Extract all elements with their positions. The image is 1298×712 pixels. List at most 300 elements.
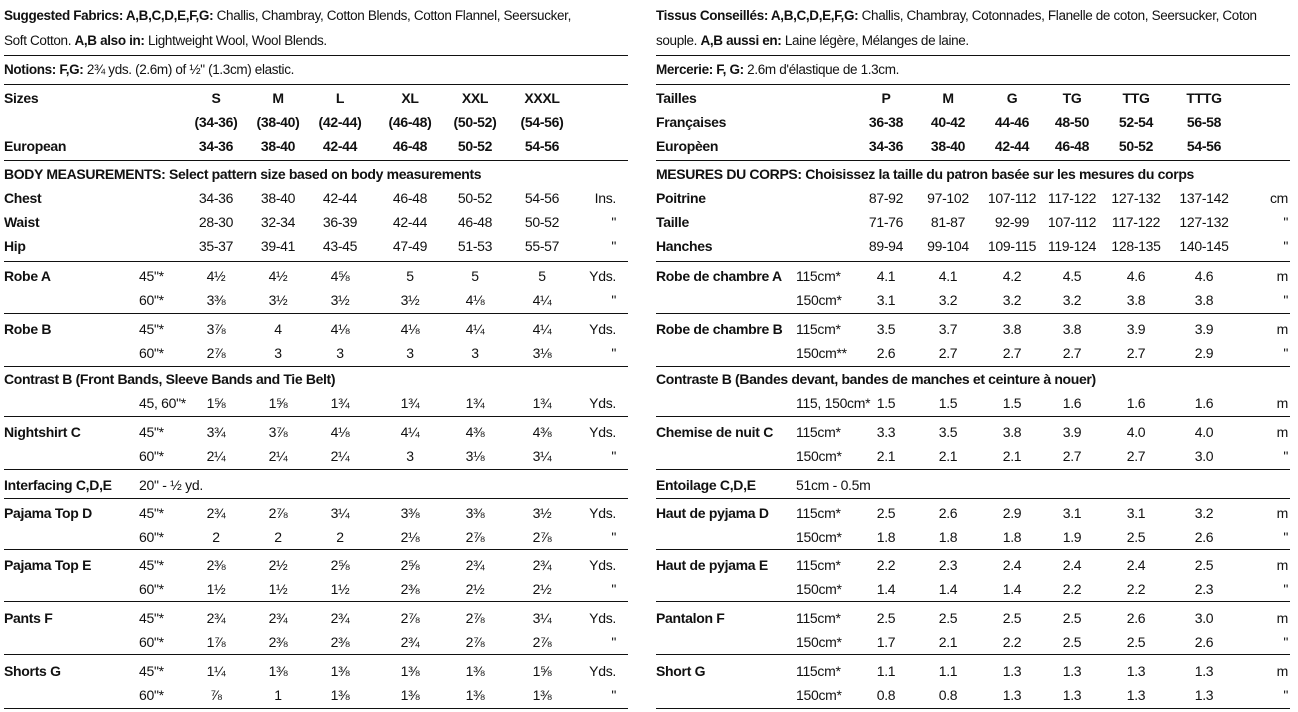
value-cell: 1 [274, 687, 282, 703]
contrast-row [656, 391, 1290, 415]
value-cell: 3½ [400, 292, 420, 308]
value-cell: 1.8 [1002, 529, 1022, 545]
value-cell: 2⅜ [268, 634, 288, 650]
value-cell: 1½ [268, 581, 288, 597]
value-cell: 2.5 [1062, 634, 1082, 650]
value-cell: 2⅞ [268, 505, 288, 521]
unit: m [1276, 663, 1288, 679]
value-cell: 1.4 [938, 581, 958, 597]
value-cell: 47-49 [392, 238, 428, 254]
value-cell: 109-115 [987, 238, 1037, 254]
row-label: Haut de pyjama E [656, 557, 768, 573]
rule-line [4, 160, 628, 161]
value-cell: 1½ [330, 581, 350, 597]
pajama-top-e-row [4, 577, 628, 601]
pajama-top-e-row [4, 553, 628, 577]
value-cell: 3.8 [1002, 424, 1022, 440]
value-cell: 36-38 [868, 114, 904, 130]
also-in-label: A,B also in: [74, 33, 145, 48]
fabric-width: 45"* [139, 557, 164, 573]
value-cell: 87-92 [868, 190, 904, 206]
value-cell: 1.4 [876, 581, 896, 597]
value-cell: 2.5 [938, 610, 958, 626]
value-cell: 2¾ [330, 610, 350, 626]
unit: " [611, 292, 616, 308]
value-cell: 2¾ [400, 634, 420, 650]
value-cell: 46-48 [392, 190, 428, 206]
value-cell: 4¼ [400, 424, 420, 440]
row-label: Shorts G [4, 663, 61, 679]
value-cell: 43-45 [322, 238, 358, 254]
rule-line [4, 84, 628, 85]
value-cell: 4.0 [1126, 424, 1146, 440]
value-cell: (46-48) [388, 114, 432, 130]
pajama-top-d-row [656, 525, 1290, 549]
notions-text: 2.6m d'élastique de 1.3cm. [743, 62, 900, 77]
interfacing-amount: 20" - ½ yd. [139, 477, 203, 493]
value-cell: 2.7 [1002, 345, 1022, 361]
fabric-width: 150cm* [796, 687, 842, 703]
fabric-width: 60"* [139, 687, 164, 703]
rule-line [656, 416, 1290, 417]
value-cell: 4 [274, 321, 282, 337]
row-label: Robe de chambre B [656, 321, 783, 337]
value-cell: 2.5 [1194, 557, 1214, 573]
unit: m [1276, 557, 1288, 573]
value-cell: 1½ [206, 581, 226, 597]
robe-a-row [656, 264, 1290, 288]
value-cell: 5 [538, 268, 546, 284]
interfacing-amount: 51cm - 0.5m [796, 477, 871, 493]
suggested-fabrics-text-2: Soft Cotton. [4, 33, 75, 48]
value-cell: 2.6 [1194, 634, 1214, 650]
value-cell: 2¾ [532, 557, 552, 573]
body-row [4, 186, 628, 210]
value-cell: 2.2 [1062, 581, 1082, 597]
unit: " [1283, 345, 1288, 361]
value-cell: S [211, 90, 221, 106]
value-cell: 3½ [268, 292, 288, 308]
value-cell: (38-40) [256, 114, 300, 130]
rule-line [656, 549, 1290, 550]
value-cell: 1.5 [938, 395, 958, 411]
value-cell: G [1006, 90, 1018, 106]
value-cell: 107-112 [987, 190, 1037, 206]
value-cell: 2.2 [1126, 581, 1146, 597]
value-cell: 128-135 [1111, 238, 1161, 254]
value-cell: 1.5 [876, 395, 896, 411]
value-cell: 2.2 [876, 557, 896, 573]
row-label: Chemise de nuit C [656, 424, 774, 440]
value-cell: 4¼ [532, 321, 552, 337]
rule-line [656, 261, 1290, 262]
value-cell: 4⅜ [465, 424, 485, 440]
value-cell: 3.2 [1062, 292, 1082, 308]
value-cell: 2⅜ [400, 581, 420, 597]
row-label: Pajama Top E [4, 557, 92, 573]
fabric-width: 45"* [139, 268, 164, 284]
value-cell: 2¼ [268, 448, 288, 464]
body-row [4, 210, 628, 234]
value-cell: 3.8 [1062, 321, 1082, 337]
value-cell: 2⅞ [400, 610, 420, 626]
value-cell: 1⅝ [268, 395, 288, 411]
value-cell: 3 [406, 448, 414, 464]
value-cell: 1.9 [1062, 529, 1082, 545]
value-cell: 3.1 [1062, 505, 1082, 521]
robe-b-row [656, 341, 1290, 365]
value-cell: 1.3 [1002, 687, 1022, 703]
fabric-width: 45"* [139, 321, 164, 337]
rule-line [4, 498, 628, 499]
fabric-width: 150cm* [796, 292, 842, 308]
value-cell: 2⅝ [400, 557, 420, 573]
value-cell: XL [401, 90, 419, 106]
value-cell: 52-54 [1118, 114, 1154, 130]
value-cell: 5 [406, 268, 414, 284]
fabric-width: 45"* [139, 424, 164, 440]
value-cell: 2.6 [1126, 610, 1146, 626]
value-cell: TTG [1122, 90, 1150, 106]
value-cell: 1.3 [1194, 663, 1214, 679]
pajama-top-d-row [4, 525, 628, 549]
fabric-width: 60"* [139, 292, 164, 308]
fabric-width: 150cm* [796, 581, 842, 597]
value-cell: 1¾ [532, 395, 552, 411]
value-cell: 2.5 [1126, 529, 1146, 545]
value-cell: ⅞ [210, 687, 222, 703]
value-cell: 71-76 [868, 214, 904, 230]
suggested-fabrics-label: Suggested Fabrics: A,B,C,D,E,F,G: [4, 8, 214, 23]
value-cell: 2.5 [1062, 610, 1082, 626]
value-cell: 0.8 [876, 687, 896, 703]
row-label: Taille [656, 214, 689, 230]
rule-line [656, 160, 1290, 161]
unit: " [611, 214, 616, 230]
value-cell: 1.6 [1126, 395, 1146, 411]
value-cell: 97-102 [927, 190, 969, 206]
value-cell: 2.7 [1126, 448, 1146, 464]
sizes-row [656, 86, 1290, 110]
rule-line [4, 313, 628, 314]
value-cell: 42-44 [994, 138, 1030, 154]
suggested-fabrics-line-2 [4, 29, 628, 53]
value-cell: 92-99 [994, 214, 1030, 230]
value-cell: 2.2 [1002, 634, 1022, 650]
fabric-width: 60"* [139, 345, 164, 361]
suggested-fabrics [656, 4, 1290, 28]
value-cell: 3.3 [876, 424, 896, 440]
value-cell: 3.2 [1002, 292, 1022, 308]
value-cell: 4½ [268, 268, 288, 284]
unit: " [1283, 214, 1288, 230]
value-cell: 117-122 [1047, 190, 1097, 206]
rule-line [4, 416, 628, 417]
value-cell: 1¾ [465, 395, 485, 411]
shorts-g-row [4, 683, 628, 707]
value-cell: 3⅜ [465, 505, 485, 521]
value-cell: 4¼ [465, 321, 485, 337]
value-cell: 1.3 [1126, 663, 1146, 679]
fabric-width: 115, 150cm* [796, 395, 871, 411]
value-cell: 2⅝ [330, 557, 350, 573]
value-cell: 2.7 [1062, 345, 1082, 361]
pants-f-row [656, 606, 1290, 630]
body-row [4, 234, 628, 258]
value-cell: 117-122 [1111, 214, 1161, 230]
value-cell: 2⅞ [465, 529, 485, 545]
unit: " [1283, 529, 1288, 545]
value-cell: 3.7 [938, 321, 958, 337]
value-cell: 34-36 [198, 138, 234, 154]
unit: Yds. [589, 395, 616, 411]
value-cell: 4.2 [1002, 268, 1022, 284]
value-cell: 42-44 [322, 190, 358, 206]
rule-line [656, 84, 1290, 85]
robe-b-row [656, 317, 1290, 341]
body-measurements-header: MESURES DU CORPS: Choisissez la taille du patron basée sur les mesures du corps [656, 166, 1194, 182]
value-cell: 4.1 [938, 268, 958, 284]
shorts-g-row [656, 683, 1290, 707]
value-cell: 81-87 [930, 214, 966, 230]
value-cell: 39-41 [260, 238, 296, 254]
unit: " [1283, 581, 1288, 597]
value-cell: 2½ [532, 581, 552, 597]
notions [656, 58, 1290, 82]
value-cell: 2⅜ [330, 634, 350, 650]
pants-f-row [4, 630, 628, 654]
notions-label: Notions: F,G: [4, 62, 84, 77]
unit: Yds. [589, 610, 616, 626]
fabric-width: 45"* [139, 663, 164, 679]
rule-line [656, 654, 1290, 655]
value-cell: XXL [461, 90, 489, 106]
value-cell: 3⅜ [206, 292, 226, 308]
body-row [656, 210, 1290, 234]
value-cell: 2.5 [876, 610, 896, 626]
value-cell: 1.5 [1002, 395, 1022, 411]
value-cell: 1.4 [1002, 581, 1022, 597]
value-cell: 4.0 [1194, 424, 1214, 440]
nightshirt-row [4, 444, 628, 468]
row-label: European [4, 138, 67, 154]
value-cell: 137-142 [1179, 190, 1229, 206]
value-cell: 50-52 [524, 214, 560, 230]
value-cell: 3¼ [532, 610, 552, 626]
value-cell: 2¼ [206, 448, 226, 464]
value-cell: 1⅝ [532, 663, 552, 679]
value-cell: 32-34 [260, 214, 296, 230]
pants-f-row [656, 630, 1290, 654]
value-cell: 3⅞ [268, 424, 288, 440]
body-measurements-header: BODY MEASUREMENTS: Select pattern size based on body measurements [4, 166, 482, 182]
value-cell: 3.2 [938, 292, 958, 308]
value-cell: 2⅞ [532, 634, 552, 650]
value-cell: 46-48 [457, 214, 493, 230]
unit: " [611, 448, 616, 464]
value-cell: 3⅛ [465, 448, 485, 464]
european-row [656, 134, 1290, 158]
value-cell: (34-36) [194, 114, 238, 130]
value-cell: 1⅞ [206, 634, 226, 650]
rule-line [656, 313, 1290, 314]
rule-line [656, 498, 1290, 499]
fabric-width: 150cm* [796, 529, 842, 545]
row-label: Pajama Top D [4, 505, 92, 521]
value-cell: 3¾ [206, 424, 226, 440]
value-cell: 2.1 [938, 448, 958, 464]
value-cell: 3.0 [1194, 448, 1214, 464]
value-cell: 3.1 [1126, 505, 1146, 521]
rule-line [4, 549, 628, 550]
value-cell: 1.3 [1062, 687, 1082, 703]
value-cell: 3½ [532, 505, 552, 521]
value-cell: 127-132 [1111, 190, 1161, 206]
unit: Yds. [589, 424, 616, 440]
value-cell: (50-52) [453, 114, 497, 130]
row-label: Pantalon F [656, 610, 725, 626]
value-cell: 127-132 [1179, 214, 1229, 230]
fabric-width: 45"* [139, 610, 164, 626]
value-cell: 1.3 [1062, 663, 1082, 679]
value-cell: 2.5 [1002, 610, 1022, 626]
robe-a-row [4, 288, 628, 312]
notions [4, 58, 628, 82]
fabric-width: 150cm** [796, 345, 847, 361]
value-cell: 1.6 [1062, 395, 1082, 411]
fabric-width: 115cm* [796, 663, 841, 679]
row-label: Robe B [4, 321, 52, 337]
value-cell: 2¾ [268, 610, 288, 626]
francaises-row [656, 110, 1290, 134]
value-cell: 4.6 [1194, 268, 1214, 284]
value-cell: 3.9 [1126, 321, 1146, 337]
also-in-label: A,B aussi en: [700, 33, 782, 48]
suggested-fabrics [4, 4, 628, 28]
value-cell: 42-44 [392, 214, 428, 230]
value-cell: 50-52 [457, 138, 493, 154]
value-cell: 4⅛ [330, 424, 350, 440]
value-cell: 0.8 [938, 687, 958, 703]
value-cell: 4.6 [1126, 268, 1146, 284]
value-cell: 1.8 [938, 529, 958, 545]
fabric-width: 45, 60"* [139, 395, 186, 411]
value-cell: 4.1 [876, 268, 896, 284]
unit: Yds. [589, 505, 616, 521]
interfacing-row [656, 473, 1290, 497]
value-cell: 2.1 [938, 634, 958, 650]
value-cell: 1⅜ [465, 687, 485, 703]
unit: Yds. [589, 557, 616, 573]
value-cell: 89-94 [868, 238, 904, 254]
shorts-g-row [656, 659, 1290, 683]
row-label: Pants F [4, 610, 53, 626]
unit: Yds. [589, 663, 616, 679]
value-cell: 2½ [268, 557, 288, 573]
value-cell: 34-36 [868, 138, 904, 154]
value-cell: 4⅝ [330, 268, 350, 284]
value-cell: 3½ [330, 292, 350, 308]
value-cell: 1.3 [1126, 687, 1146, 703]
unit: " [1283, 448, 1288, 464]
value-cell: 1.3 [1002, 663, 1022, 679]
value-cell: 2⅞ [532, 529, 552, 545]
pants-f-row [4, 606, 628, 630]
value-cell: 2.6 [876, 345, 896, 361]
value-cell: 1⅜ [532, 687, 552, 703]
unit: cm [1269, 190, 1288, 206]
value-cell: XXXL [524, 90, 560, 106]
fabric-width: 115cm* [796, 505, 841, 521]
value-cell: 2.6 [938, 505, 958, 521]
unit: " [611, 634, 616, 650]
value-cell: 2¾ [206, 610, 226, 626]
unit: " [611, 687, 616, 703]
body-row [656, 234, 1290, 258]
value-cell: 1.6 [1194, 395, 1214, 411]
value-cell: 2.1 [876, 448, 896, 464]
value-cell: 4⅜ [532, 424, 552, 440]
value-cell: 50-52 [457, 190, 493, 206]
value-cell: 2 [336, 529, 344, 545]
row-label: Europèen [656, 138, 719, 154]
unit: Ins. [594, 190, 616, 206]
also-in-text: Lightweight Wool, Wool Blends. [144, 33, 327, 48]
unit: " [1283, 634, 1288, 650]
notions-label: Mercerie: F, G: [656, 62, 744, 77]
value-cell: 2.4 [1062, 557, 1082, 573]
row-label: Robe de chambre A [656, 268, 782, 284]
shorts-g-row [4, 659, 628, 683]
row-label: Waist [4, 214, 40, 230]
value-cell: P [881, 90, 891, 106]
value-cell: 2.1 [1002, 448, 1022, 464]
contrast-header: Contrast B (Front Bands, Sleeve Bands and Tie Belt) [4, 371, 336, 387]
value-cell: 4⅛ [400, 321, 420, 337]
value-cell: 107-112 [1047, 214, 1097, 230]
value-cell: 2.7 [1062, 448, 1082, 464]
value-cell: 4⅛ [330, 321, 350, 337]
value-cell: 1.3 [1194, 687, 1214, 703]
value-cell: 50-52 [1118, 138, 1154, 154]
unit: m [1276, 321, 1288, 337]
unit: m [1276, 268, 1288, 284]
value-cell: 56-58 [1186, 114, 1222, 130]
fabric-width: 115cm* [796, 268, 841, 284]
value-cell: 3 [406, 345, 414, 361]
fabric-width: 115cm* [796, 557, 841, 573]
value-cell: 1.7 [876, 634, 896, 650]
also-in-text: Laine légère, Mélanges de laine. [781, 33, 969, 48]
value-cell: 38-40 [930, 138, 966, 154]
value-cell: 2½ [465, 581, 485, 597]
value-cell: 4¼ [532, 292, 552, 308]
row-label: Haut de pyjama D [656, 505, 769, 521]
value-cell: 3.9 [1062, 424, 1082, 440]
value-cell: 35-37 [198, 238, 234, 254]
value-cell: 3.2 [1194, 505, 1214, 521]
value-cell: 1⅜ [400, 663, 420, 679]
row-label: Nightshirt C [4, 424, 81, 440]
nightshirt-row [4, 420, 628, 444]
sizes-row [4, 86, 628, 110]
rule-line [656, 601, 1290, 602]
value-cell: 38-40 [260, 190, 296, 206]
value-cell: 3.8 [1126, 292, 1146, 308]
value-cell: 2.3 [1194, 581, 1214, 597]
row-label: Poitrine [656, 190, 706, 206]
suggested-fabrics-text: Challis, Chambray, Cotton Blends, Cotton Flannel, Seersucker, [213, 8, 571, 23]
